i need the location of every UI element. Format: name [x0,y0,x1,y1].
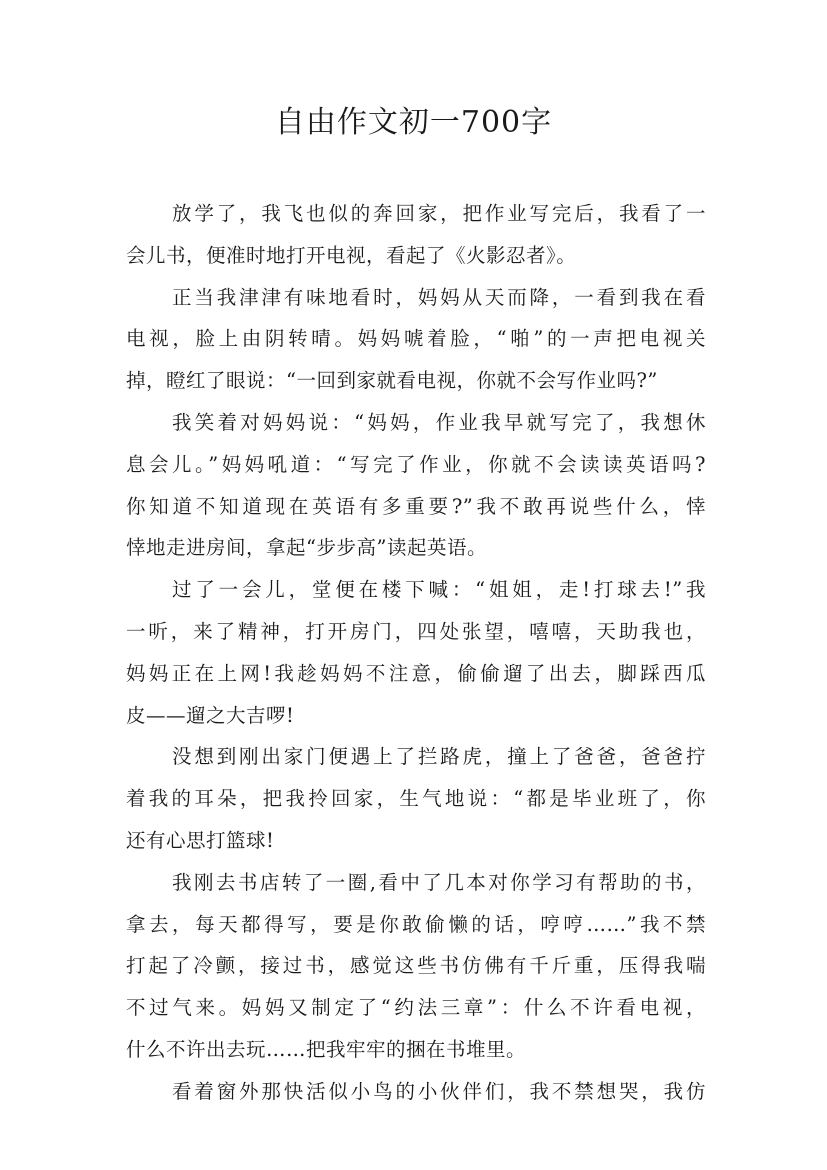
text-line: 掉，瞪红了眼说：“一回到家就看电视，你就不会写作业吗?” [126,369,658,393]
text-line: 皮——遛之大吉啰! [126,703,295,727]
text-line: 没想到刚出家门便遇上了拦路虎，撞上了爸爸，爸爸拧 [172,745,706,769]
text-line: 过了一会儿，堂便在楼下喊：“姐姐，走!打球去!”我 [172,578,706,602]
text-line: 什么不许出去玩……把我牢牢的捆在书堆里。 [126,1037,527,1061]
text-line: 你知道不知道现在英语有多重要?”我不敢再说些什么，悻 [126,494,706,518]
text-line: 电视，脸上由阴转晴。妈妈唬着脸，“啪”的一声把电视关 [126,327,706,351]
text-line: 打起了冷颤，接过书，感觉这些书仿佛有千斤重，压得我喘 [126,954,706,978]
text-line: 会儿书，便准时地打开电视，看起了《火影忍者》。 [126,243,577,267]
text-line: 一听，来了精神，打开房门，四处张望，嘻嘻，天助我也， [126,619,706,643]
text-line: 我笑着对妈妈说：“妈妈，作业我早就写完了，我想休 [172,410,706,434]
text-line: 正当我津津有味地看时，妈妈从天而降，一看到我在看 [172,285,706,309]
text-line: 不过气来。妈妈又制定了“约法三章”：什么不许看电视， [126,996,706,1020]
document-body [126,193,706,1113]
text-line: 息会儿。”妈妈吼道：“写完了作业，你就不会读读英语吗? [126,452,706,476]
text-line: 妈妈正在上网!我趁妈妈不注意，偷偷遛了出去，脚踩西瓜 [126,661,706,685]
text-line: 还有心思打篮球! [126,828,275,852]
document-title: 自由作文初一700字 [274,105,553,140]
text-line: 拿去，每天都得写，要是你敢偷懒的话，哼哼……”我不禁 [126,912,706,936]
text-line: 悻地走进房间，拿起“步步高”读起英语。 [126,536,487,560]
text-line: 看着窗外那快活似小鸟的小伙伴们，我不禁想哭，我仿 [172,1079,706,1103]
text-line: 我刚去书店转了一圈,看中了几本对你学习有帮助的书， [172,870,706,894]
text-line: 放学了，我飞也似的奔回家，把作业写完后，我看了一 [172,202,706,225]
text-line: 着我的耳朵，把我拎回家，生气地说：“都是毕业班了，你 [126,787,706,811]
